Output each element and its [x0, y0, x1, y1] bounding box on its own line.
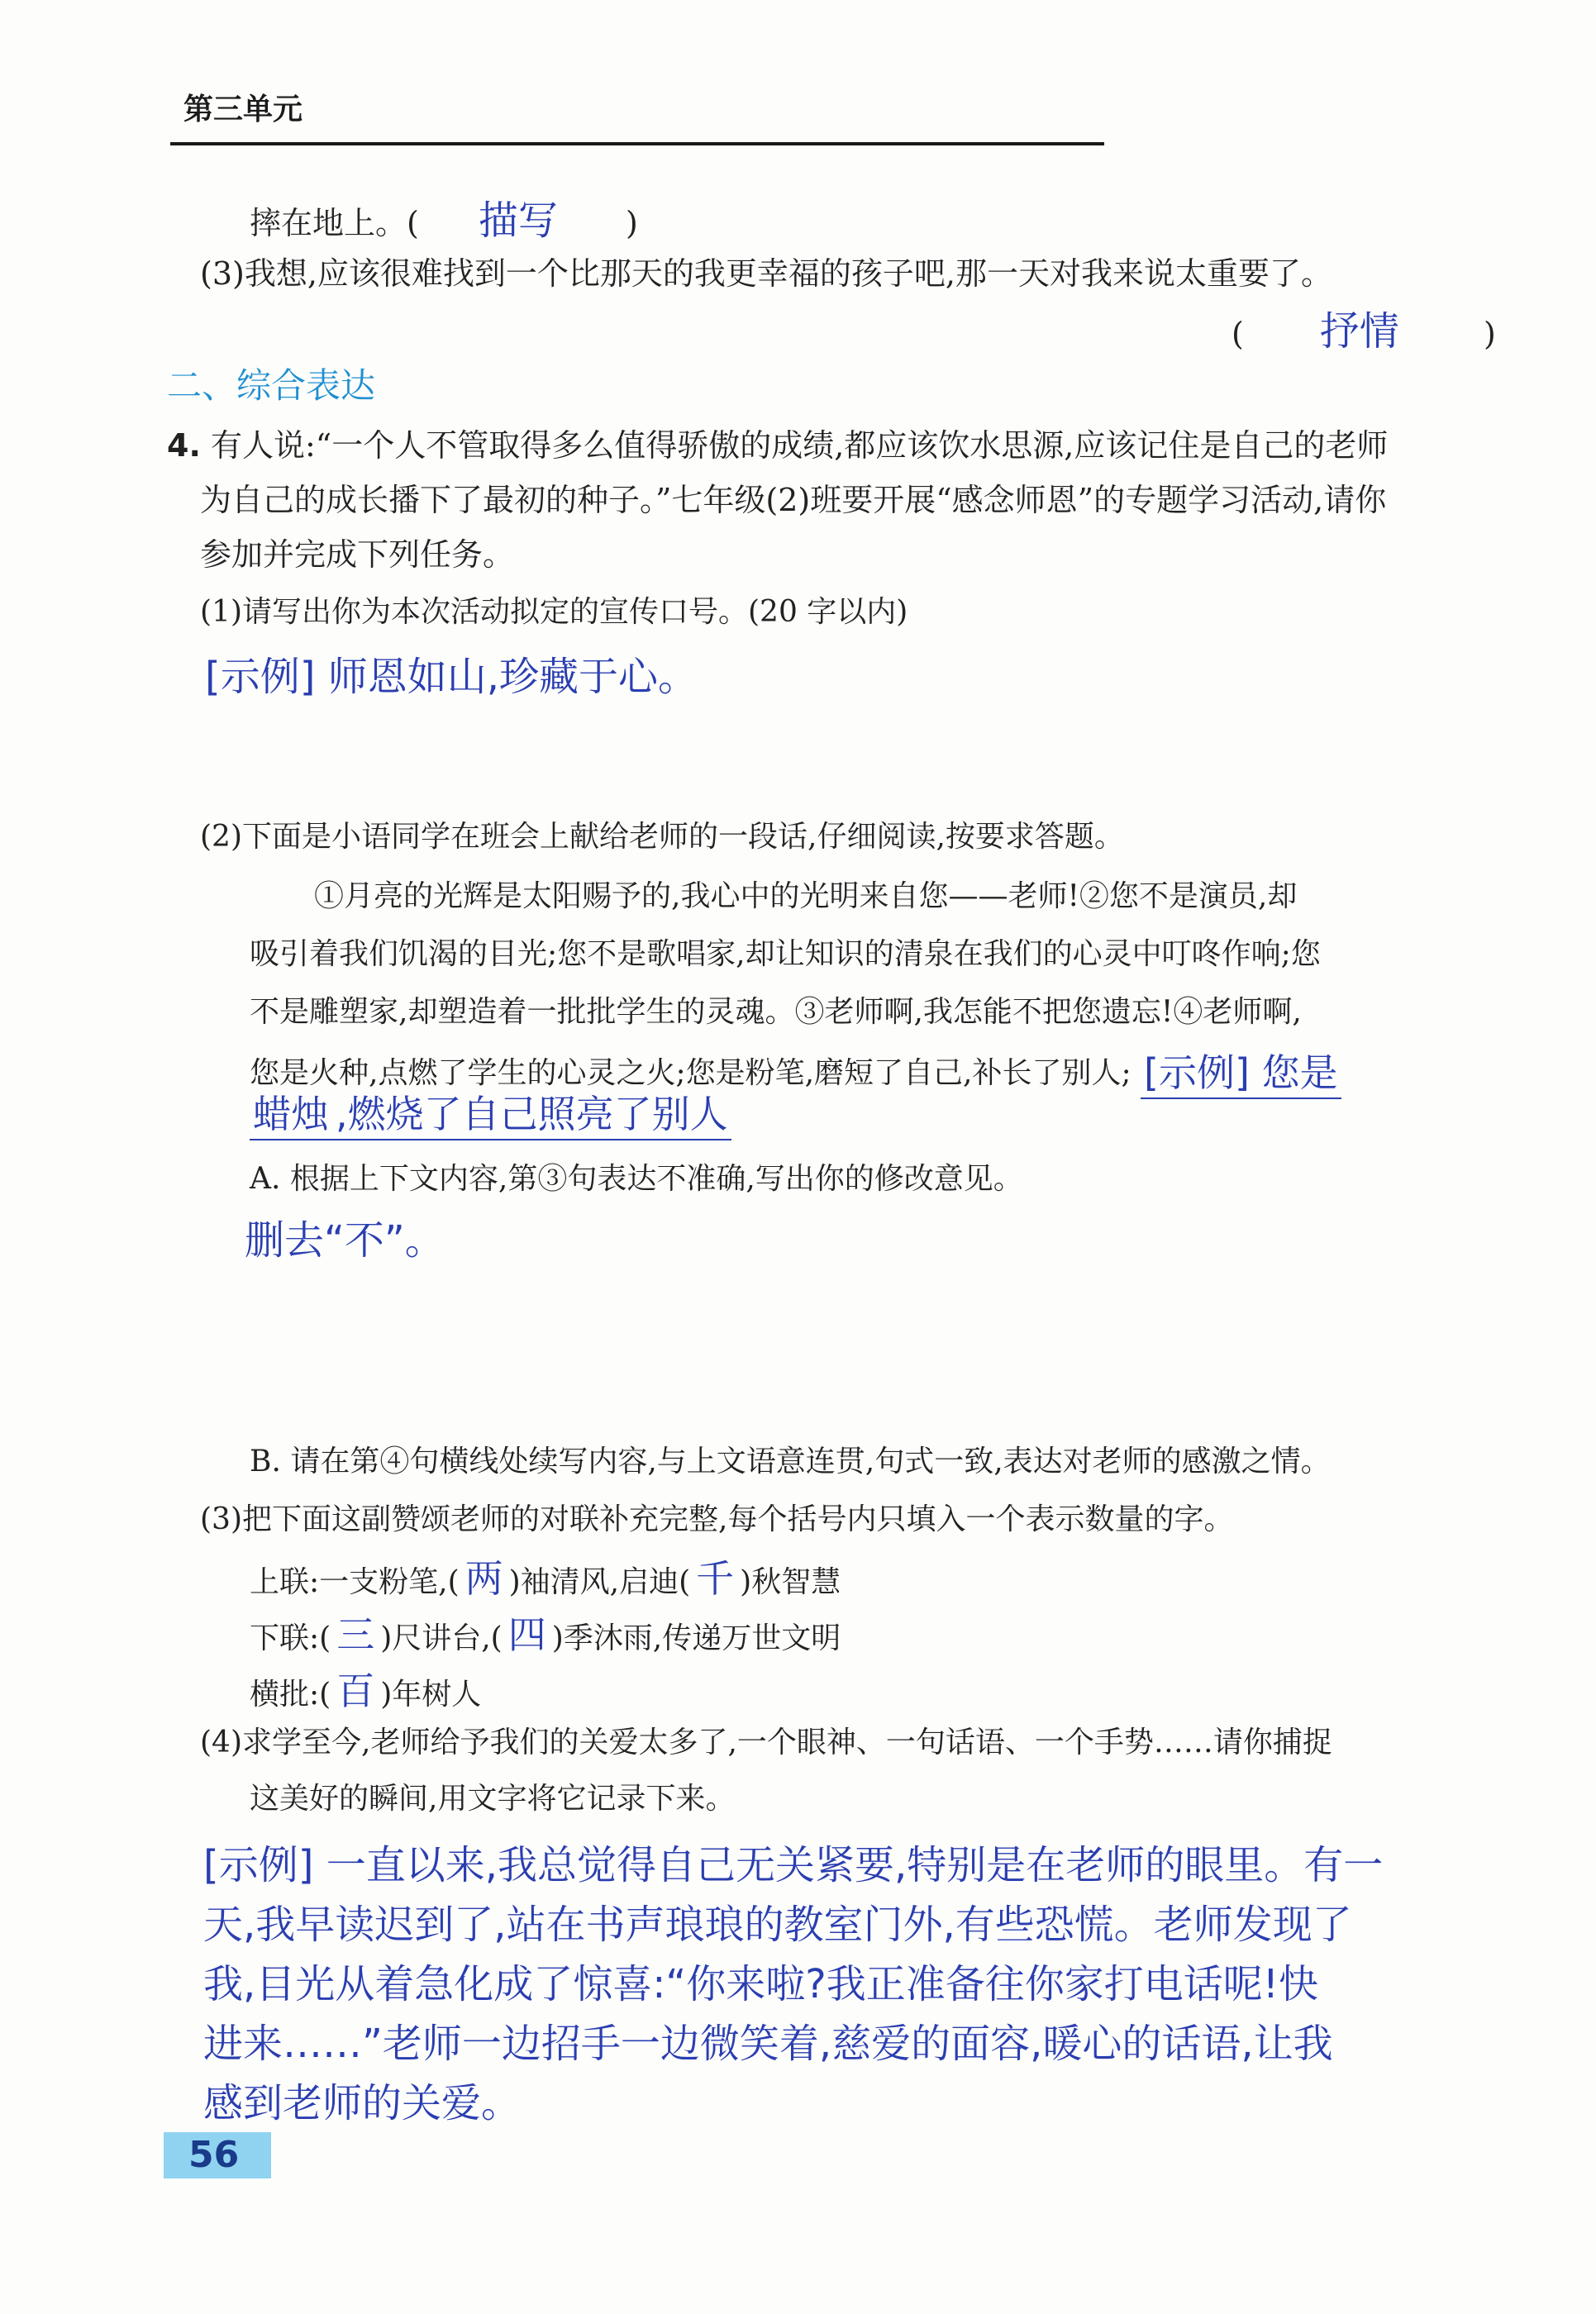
q4-sub3: (3)把下面这副赞颂老师的对联补充完整,每个括号内只填入一个表示数量的字。 [200, 1502, 1234, 1536]
q4-sub2: (2)下面是小语同学在班会上献给老师的一段话,仔细阅读,按要求答题。 [200, 820, 1124, 854]
q4-stem-line1 [167, 420, 1388, 465]
couplet-horizontal-answer: 百 [336, 1669, 375, 1713]
line1-text: 摔在地上。( [250, 205, 419, 241]
couplet-upper-a: 上联:一支粉笔,( [250, 1565, 460, 1599]
q4-sub4-line2: 这美好的瞬间,用文字将它记录下来。 [250, 1782, 736, 1816]
passage-answer-part2: 蜡烛 [250, 1084, 332, 1140]
line3-answer: 抒情 [1319, 308, 1399, 355]
answer4-line1: [示例] 一直以来,我总觉得自己无关紧要,特别是在老师的眼里。有一 [203, 1842, 1384, 1888]
couplet-lower-answer1: 三 [336, 1612, 375, 1657]
couplet-upper-c: )秋智慧 [740, 1565, 841, 1599]
line1 [250, 188, 638, 245]
couplet-lower-c: )季沐雨,传递万世文明 [551, 1621, 841, 1655]
answer4-line2: 天,我早读迟到了,站在书声琅琅的教室门外,有些恐慌。老师发现了 [203, 1902, 1352, 1948]
answer4-line5: 感到老师的关爱。 [203, 2080, 522, 2126]
section-title: 二、综合表达 [167, 365, 376, 406]
q4-subA: A. 根据上下文内容,第③句表达不准确,写出你的修改意见。 [250, 1162, 1023, 1196]
passage-answer-part3: ,燃烧了自己照亮了别人 [332, 1084, 731, 1140]
line3 [1232, 299, 1496, 356]
passage-answer-part1: [示例] 您是 [1141, 1043, 1341, 1099]
couplet-horizontal [250, 1661, 481, 1716]
passage-line5 [250, 1084, 731, 1140]
couplet-lower-answer2: 四 [507, 1612, 546, 1657]
couplet-horizontal-b: )年树人 [380, 1678, 482, 1712]
header-divider [170, 142, 1104, 145]
couplet-upper-b: )袖清风,启迪( [508, 1565, 691, 1599]
line2: (3)我想,应该很难找到一个比那天的我更幸福的孩子吧,那一天对我来说太重要了。 [200, 255, 1332, 292]
q4-stem-line3: 参加并完成下列任务。 [200, 536, 515, 573]
q4-stem1-text: 有人说:“一个人不管取得多么值得骄傲的成绩,都应该饮水思源,应该记住是自己的老师 [210, 427, 1389, 464]
passage-line2: 吸引着我们饥渴的目光;您不是歌唱家,却让知识的清泉在我们的心灵中叮咚作响;您 [250, 937, 1321, 971]
q4-subB: B. 请在第④句横线处续写内容,与上文语意连贯,句式一致,表达对老师的感激之情。 [250, 1445, 1331, 1478]
q4-number: 4. [167, 427, 201, 464]
answer4-line4: 进来……”老师一边招手一边微笑着,慈爱的面容,暖心的话语,让我 [203, 2021, 1333, 2067]
passage-line3: 不是雕塑家,却塑造着一批批学生的灵魂。③老师啊,我怎能不把您遗忘!④老师啊, [250, 995, 1302, 1029]
unit-title: 第三单元 [183, 93, 303, 126]
line3-open: ( [1232, 316, 1244, 352]
q4-sub4-line1: (4)求学至今,老师给予我们的关爱太多了,一个眼神、一句话语、一个手势……请你捕捉 [200, 1726, 1332, 1759]
couplet-lower [250, 1605, 841, 1659]
couplet-upper [250, 1549, 841, 1603]
q4-sub1-answer: [示例] 师恩如山,珍藏于心。 [205, 654, 698, 700]
passage-line1: ①月亮的光辉是太阳赐予的,我心中的光明来自您——老师!②您不是演员,却 [314, 879, 1298, 913]
couplet-lower-b: )尺讲台,( [380, 1621, 503, 1655]
line3-close: ) [1484, 316, 1496, 352]
couplet-upper-answer1: 两 [465, 1556, 503, 1601]
line1-close: ) [626, 205, 638, 241]
q4-stem-line2: 为自己的成长播下了最初的种子。”七年级(2)班要开展“感念师恩”的专题学习活动,请你 [200, 482, 1387, 518]
passage-line4-text: 您是火种,点燃了学生的心灵之火;您是粉笔,磨短了自己,补长了别人; [250, 1056, 1131, 1090]
q4-subA-answer: 删去“不”。 [245, 1217, 445, 1264]
couplet-lower-a: 下联:( [250, 1621, 331, 1655]
q4-sub1: (1)请写出你为本次活动拟定的宣传口号。(20 字以内) [200, 595, 908, 629]
couplet-upper-answer2: 千 [696, 1556, 735, 1601]
line1-answer: 描写 [478, 198, 558, 244]
answer4-line3: 我,目光从着急化成了惊喜:“你来啦?我正准备往你家打电话呢!快 [203, 1961, 1319, 2007]
page-number: 56 [164, 2132, 271, 2178]
couplet-horizontal-a: 横批:( [250, 1678, 331, 1712]
